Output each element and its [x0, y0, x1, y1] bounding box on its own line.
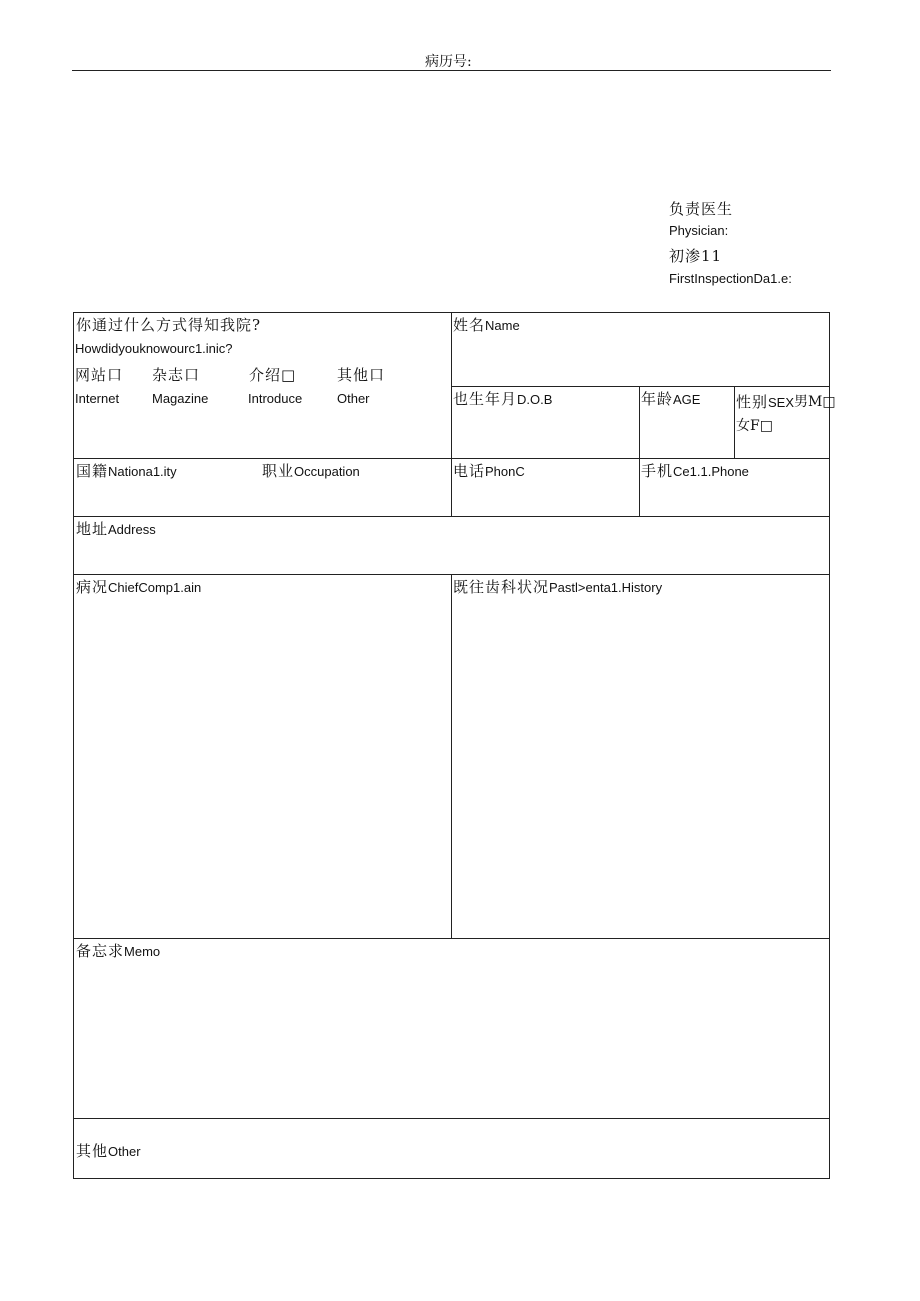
option-introduce-en: Introduce: [248, 391, 303, 406]
name-label-cn: 姓名: [453, 316, 486, 334]
dob-label-en: D.O.B: [517, 392, 553, 407]
cell-label-en: Ce1.1.Phone: [673, 464, 749, 479]
memo-label-en: Memo: [124, 944, 161, 959]
option-magazine-cn[interactable]: 杂志口: [152, 366, 201, 384]
option-introduce-cn[interactable]: 介绍□: [249, 366, 297, 384]
dob-field-label[interactable]: [453, 388, 552, 409]
sex-female-checkbox[interactable]: 女F□: [736, 418, 773, 434]
rule-name-bottom: [451, 386, 830, 387]
other-field-label[interactable]: [76, 1140, 141, 1161]
phone-label-cn: 电话: [453, 462, 486, 480]
sex-label-cn: 性别: [736, 393, 769, 411]
rule-sex-left: [734, 386, 735, 458]
table-border-bottom: [73, 1178, 830, 1179]
rule-memo-bottom: [73, 1118, 830, 1119]
sex-label-en: SEX: [768, 395, 795, 410]
rule-age-left: [639, 386, 640, 458]
rule-mid-complaint: [451, 574, 452, 938]
cell-field-label[interactable]: [641, 460, 749, 481]
age-field-label[interactable]: [641, 388, 700, 409]
name-field-label[interactable]: [453, 314, 520, 335]
option-other-cn[interactable]: 其他口: [337, 366, 386, 384]
history-label-cn: 既往齿科状况: [453, 578, 550, 596]
occupation-field-label[interactable]: [262, 460, 360, 481]
complaint-field-label[interactable]: [76, 576, 201, 597]
header-divider: [72, 70, 831, 71]
rule-complaint-bottom: [73, 938, 830, 939]
option-internet-en: Internet: [75, 391, 120, 406]
address-field-label[interactable]: [76, 518, 156, 539]
rule-cell-left: [639, 458, 640, 516]
address-label-cn: 地址: [76, 520, 109, 538]
complaint-label-en: ChiefComp1.ain: [108, 580, 202, 595]
dob-label-cn: 也生年月: [453, 390, 518, 408]
table-border-right: [829, 312, 830, 1179]
other-label-en: Other: [108, 1144, 141, 1159]
record-number-label: 病历号:: [425, 54, 472, 70]
option-other-en: Other: [337, 391, 370, 406]
option-magazine-en: Magazine: [152, 391, 209, 406]
name-label-en: Name: [485, 318, 520, 333]
phone-label-en: PhonC: [485, 464, 525, 479]
first-visit-label-en: FirstInspectionDa1.e:: [669, 271, 792, 286]
source-question-cn: 你通过什么方式得知我院?: [76, 316, 262, 334]
physician-label-cn: 负责医生: [669, 200, 734, 218]
rule-row2-bottom: [73, 516, 830, 517]
complaint-label-cn: 病况: [76, 578, 109, 596]
rule-mid-top: [451, 312, 452, 516]
age-label-cn: 年龄: [641, 390, 674, 408]
option-internet-cn[interactable]: 网站口: [75, 366, 124, 384]
memo-label-cn: 备忘求: [76, 942, 125, 960]
nationality-label-cn: 国籍: [76, 462, 109, 480]
nationality-label-en: Nationa1.ity: [108, 464, 177, 479]
sex-male-checkbox[interactable]: 男M□: [794, 394, 836, 410]
occupation-label-en: Occupation: [294, 464, 360, 479]
nationality-field-label[interactable]: [76, 460, 177, 481]
memo-field-label[interactable]: [76, 940, 160, 961]
first-visit-label-cn: 初渗11: [669, 247, 723, 265]
source-question-en: Howdidyouknowourc1.inic?: [75, 341, 233, 356]
physician-label-en: Physician:: [669, 223, 729, 238]
occupation-label-cn: 职业: [262, 462, 295, 480]
cell-label-cn: 手机: [641, 462, 674, 480]
history-field-label[interactable]: [453, 576, 662, 597]
table-border-left: [73, 312, 74, 1179]
address-label-en: Address: [108, 522, 156, 537]
history-label-en: Pastl>enta1.History: [549, 580, 663, 595]
phone-field-label[interactable]: [453, 460, 525, 481]
age-label-en: AGE: [673, 392, 701, 407]
other-label-cn: 其他: [76, 1142, 109, 1160]
sex-field-label: [736, 391, 794, 412]
